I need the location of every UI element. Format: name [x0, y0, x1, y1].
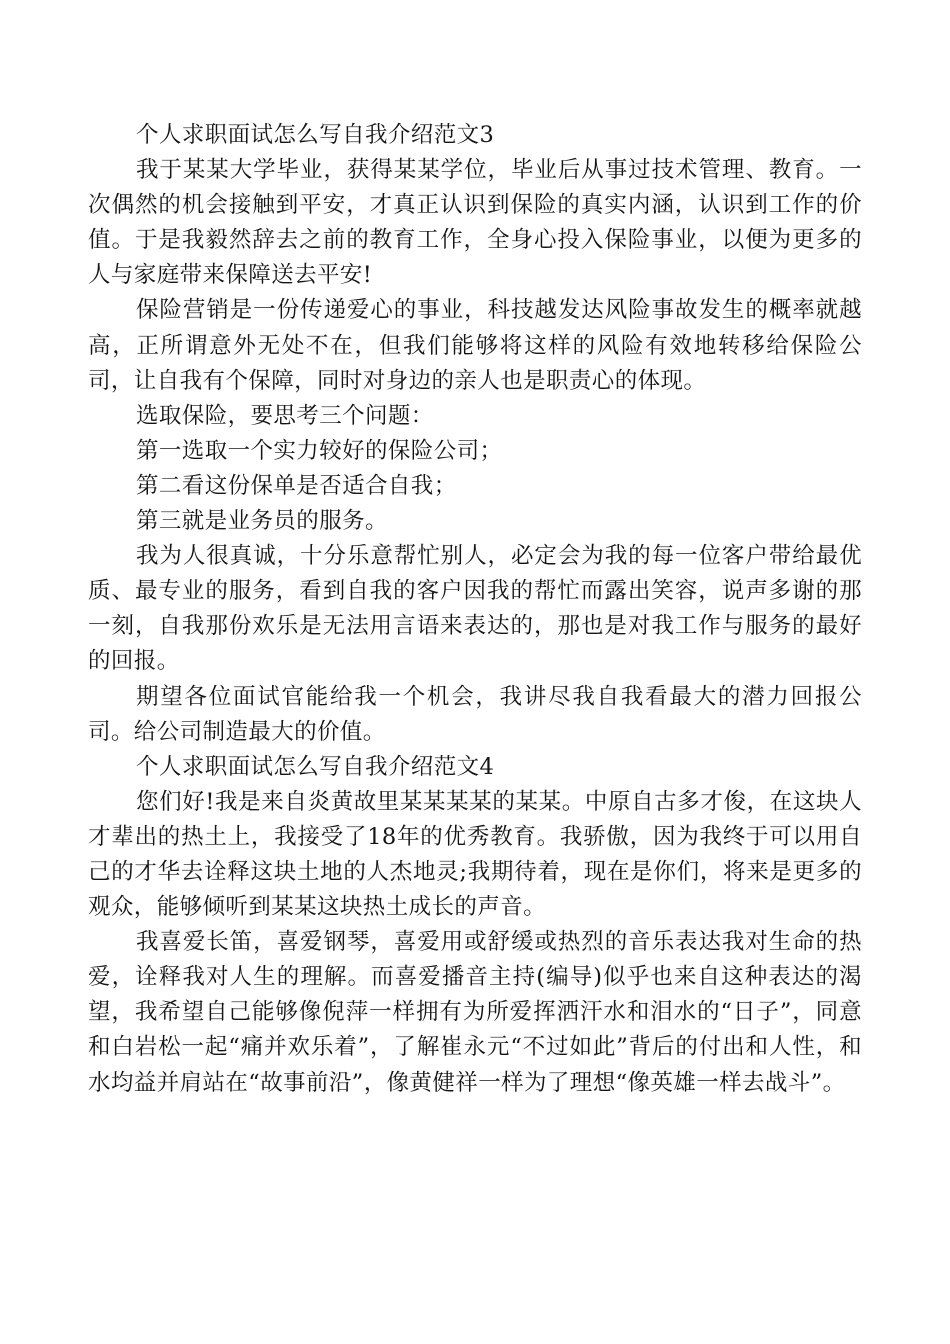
paragraph: 期望各位面试官能给我一个机会，我讲尽我自我看最大的潜力回报公司。给公司制造最大的价值。: [88, 683, 862, 745]
document-page: [88, 118, 862, 1101]
paragraph: 我为人很真诚，十分乐意帮忙别人，必定会为我的每一位客户带给最优质、最专业的服务，看到自我的客户因我的帮忙而露出笑容，说声多谢的那一刻，自我那份欢乐是无法用言语来表达的，那也是对我工作与服务的最好的回报。: [88, 543, 862, 675]
section-heading-4: 个人求职面试怎么写自我介绍范文4: [136, 753, 495, 780]
list-item: 第二看这份保单是否适合自我；: [136, 472, 457, 499]
section-heading-3: 个人求职面试怎么写自我介绍范文3: [136, 122, 495, 148]
list-item: 第一选取一个实力较好的保险公司；: [136, 437, 503, 464]
paragraph: 您们好!我是来自炎黄故里某某某某的某某。中原自古多才俊，在这块人才辈出的热土上，我接受了18年的优秀教育。我骄傲，因为我终于可以用自己的才华去诠释这块土地的人杰地灵;我期待着，现在是你们，将来是更多的观众，能够倾听到某某这块热土成长的声音。: [88, 788, 862, 921]
paragraph: 选取保险，要思考三个问题：: [136, 402, 434, 429]
paragraph: 保险营销是一份传递爱心的事业，科技越发达风险事故发生的概率就越高，正所谓意外无处不在，但我们能够将这样的风险有效地转移给保险公司，让自我有个保障，同时对身边的亲人也是职责心的体现。: [88, 297, 862, 394]
paragraph: 我喜爱长笛，喜爱钢琴，喜爱用或舒缓或热烈的音乐表达我对生命的热爱，诠释我对人生的理解。而喜爱播音主持(编导)似乎也来自这种表达的渴望，我希望自己能够像倪萍一样拥有为所爱挥洒汗水和泪水的“日子”，同意和白岩松一起“痛并欢乐着”，了解崔永元“不过如此”背后的付出和人性，和水均益并肩站在“故事前沿”，像黄健祥一样为了理想“像英雄一样去战斗”。: [88, 929, 862, 1096]
list-item: 第三就是业务员的服务。: [136, 508, 388, 535]
paragraph: 我于某某大学毕业，获得某某学位，毕业后从事过技术管理、教育。一次偶然的机会接触到平安，才真正认识到保险的真实内涵，认识到工作的价值。于是我毅然辞去之前的教育工作，全身心投入保险事业，以便为更多的人与家庭带来保障送去平安!: [88, 157, 862, 289]
